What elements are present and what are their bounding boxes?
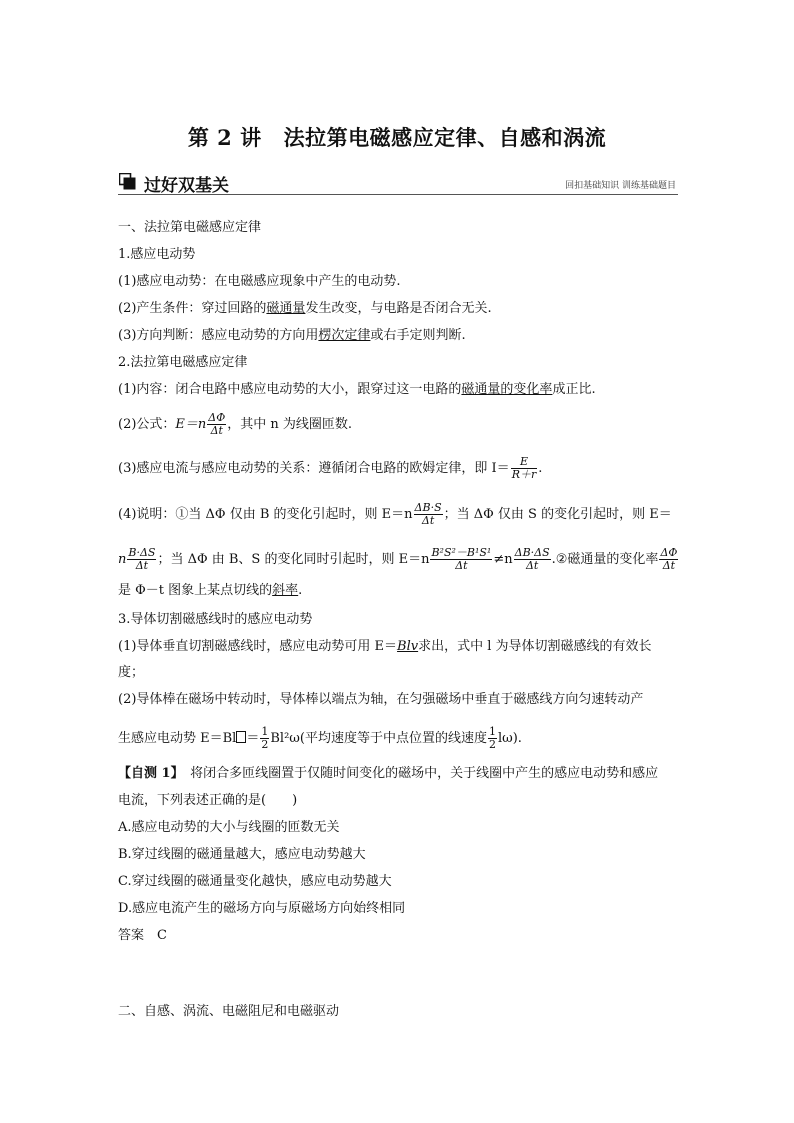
paragraph bbox=[118, 381, 596, 399]
fraction bbox=[430, 547, 492, 572]
lesson-title: 法拉第电磁感应定律、自感和涡流 bbox=[283, 125, 607, 150]
denominator: Δt bbox=[210, 424, 223, 437]
text: (2)公式： bbox=[118, 417, 176, 432]
denominator: Δt bbox=[662, 559, 676, 572]
underlined-answer: 斜率 bbox=[272, 583, 299, 598]
text: Bl²ω(平均速度等于中点位置的线速度 bbox=[270, 731, 487, 746]
numerator: B²S²－B¹S¹ bbox=[431, 546, 492, 559]
text: .②磁通量的变化率 bbox=[551, 552, 659, 567]
paragraph bbox=[118, 638, 652, 656]
heading-1: 一、法拉第电磁感应定律 bbox=[118, 220, 262, 235]
numerator: ΔB·ΔS bbox=[514, 546, 550, 559]
option-b: B.穿过线圈的磁通量越大，感应电动势越大 bbox=[118, 847, 366, 862]
numerator: E bbox=[511, 456, 538, 469]
text: 发生改变，与电路是否闭合无关. bbox=[305, 301, 492, 316]
text: ；当 ΔΦ 由 B、S 的变化同时引起时，则 E＝n bbox=[157, 552, 430, 567]
question-tag: 【自测 1】 bbox=[118, 766, 178, 781]
text: 成正比. bbox=[552, 382, 596, 397]
heading-2: 二、自感、涡流、电磁阻尼和电磁驱动 bbox=[118, 1004, 340, 1019]
denominator: Δt bbox=[455, 559, 468, 572]
underlined-answer: 楞次定律 bbox=[318, 328, 371, 343]
subheading-1: 1.感应电动势 bbox=[118, 247, 196, 262]
fraction bbox=[514, 547, 551, 572]
text: (2)产生条件：穿过回路的 bbox=[118, 301, 267, 316]
text: ；当 ΔΦ 仅由 S 的变化引起时，则 E＝ bbox=[443, 507, 672, 522]
fraction bbox=[127, 547, 156, 572]
option-c: C.穿过线圈的磁通量变化越快，感应电动势越大 bbox=[118, 874, 392, 889]
denominator: R＋r bbox=[511, 468, 537, 481]
option-d: D.感应电流产生的磁场方向与原磁场方向始终相同 bbox=[118, 901, 406, 916]
paragraph bbox=[118, 300, 492, 318]
denominator: 2 bbox=[261, 738, 269, 751]
text: ，其中 n 为线圈匝数. bbox=[227, 417, 353, 432]
text: ≠n bbox=[493, 552, 513, 567]
question-stem-cont: 电流，下列表述正确的是( ) bbox=[118, 793, 298, 808]
text: 是 Φ－t 图象上某点切线的 bbox=[118, 583, 273, 598]
text: n bbox=[118, 552, 127, 567]
text: (3)感应电流与感应电动势的关系：遵循闭合电路的欧姆定律，即 I＝ bbox=[118, 461, 510, 476]
fraction bbox=[659, 547, 678, 572]
paragraph: 度； bbox=[118, 665, 145, 680]
numerator: B·ΔS bbox=[128, 546, 156, 559]
formula-line bbox=[118, 726, 522, 751]
denominator: Δt bbox=[525, 559, 539, 572]
numerator: ΔΦ bbox=[208, 411, 226, 424]
paragraph: (2)导体棒在磁场中转动时，导体棒以端点为轴，在匀强磁场中垂直于磁感线方向匀速转动产 bbox=[118, 692, 644, 707]
lesson-number: 第 2 讲 bbox=[187, 125, 262, 150]
denominator: 2 bbox=[488, 738, 496, 751]
text: lω). bbox=[497, 731, 522, 746]
subheading-2: 2.法拉第电磁感应定律 bbox=[118, 355, 248, 370]
section-header-bar bbox=[118, 172, 678, 195]
formula-line bbox=[118, 502, 672, 527]
text: . bbox=[538, 461, 543, 476]
fraction bbox=[488, 726, 497, 751]
text: (1)导体垂直切割磁感线时，感应电动势可用 E＝ bbox=[118, 639, 398, 654]
formula: E＝n bbox=[175, 417, 207, 432]
numerator: 1 bbox=[261, 725, 269, 738]
denominator: Δt bbox=[135, 559, 149, 572]
missing-glyph-box bbox=[236, 731, 246, 743]
section-subtitle: 回扣基础知识 训练基础题目 bbox=[565, 181, 676, 191]
numerator: ΔΦ bbox=[660, 546, 678, 559]
text: (1)内容：闭合电路中感应电动势的大小，跟穿过这一电路的 bbox=[118, 382, 462, 397]
text: (3)方向判断：感应电动势的方向用 bbox=[118, 328, 319, 343]
answer: 答案 C bbox=[118, 928, 167, 943]
paragraph bbox=[118, 327, 466, 345]
paragraph: (1)感应电动势：在电磁感应现象中产生的电动势. bbox=[118, 274, 401, 289]
fraction bbox=[414, 502, 443, 527]
text: 生感应电动势 E＝Bl bbox=[118, 731, 237, 746]
underlined-answer: 磁通量的变化率 bbox=[461, 382, 553, 397]
numerator: 1 bbox=[488, 725, 496, 738]
text: ＝ bbox=[246, 731, 260, 746]
fraction bbox=[260, 726, 269, 751]
denominator: Δt bbox=[421, 514, 435, 527]
underlined-answer: Blv bbox=[397, 639, 419, 654]
text: . bbox=[298, 583, 303, 598]
option-a: A.感应电动势的大小与线圈的匝数无关 bbox=[118, 820, 340, 835]
fraction bbox=[207, 412, 226, 437]
fraction bbox=[511, 456, 538, 481]
numerator: ΔB·S bbox=[414, 501, 442, 514]
formula-line bbox=[118, 547, 679, 572]
subheading-3: 3.导体切割磁感线时的感应电动势 bbox=[118, 612, 313, 627]
text: 或右手定则判断. bbox=[370, 328, 466, 343]
text: (4)说明：①当 ΔΦ 仅由 B 的变化引起时，则 E＝n bbox=[118, 507, 413, 522]
paragraph bbox=[118, 582, 302, 600]
formula-line bbox=[118, 456, 542, 481]
question-stem bbox=[118, 765, 658, 783]
formula-line bbox=[118, 412, 352, 437]
section-square-icon bbox=[119, 173, 136, 190]
section-title: 过好双基关 bbox=[144, 176, 229, 196]
page-title bbox=[0, 122, 794, 152]
underlined-answer: 磁通量 bbox=[266, 301, 306, 316]
text: 将闭合多匝线圈置于仅随时间变化的磁场中，关于线圈中产生的感应电动势和感应 bbox=[190, 766, 659, 781]
text: 求出，式中 l 为导体切割磁感线的有效长 bbox=[418, 639, 652, 654]
